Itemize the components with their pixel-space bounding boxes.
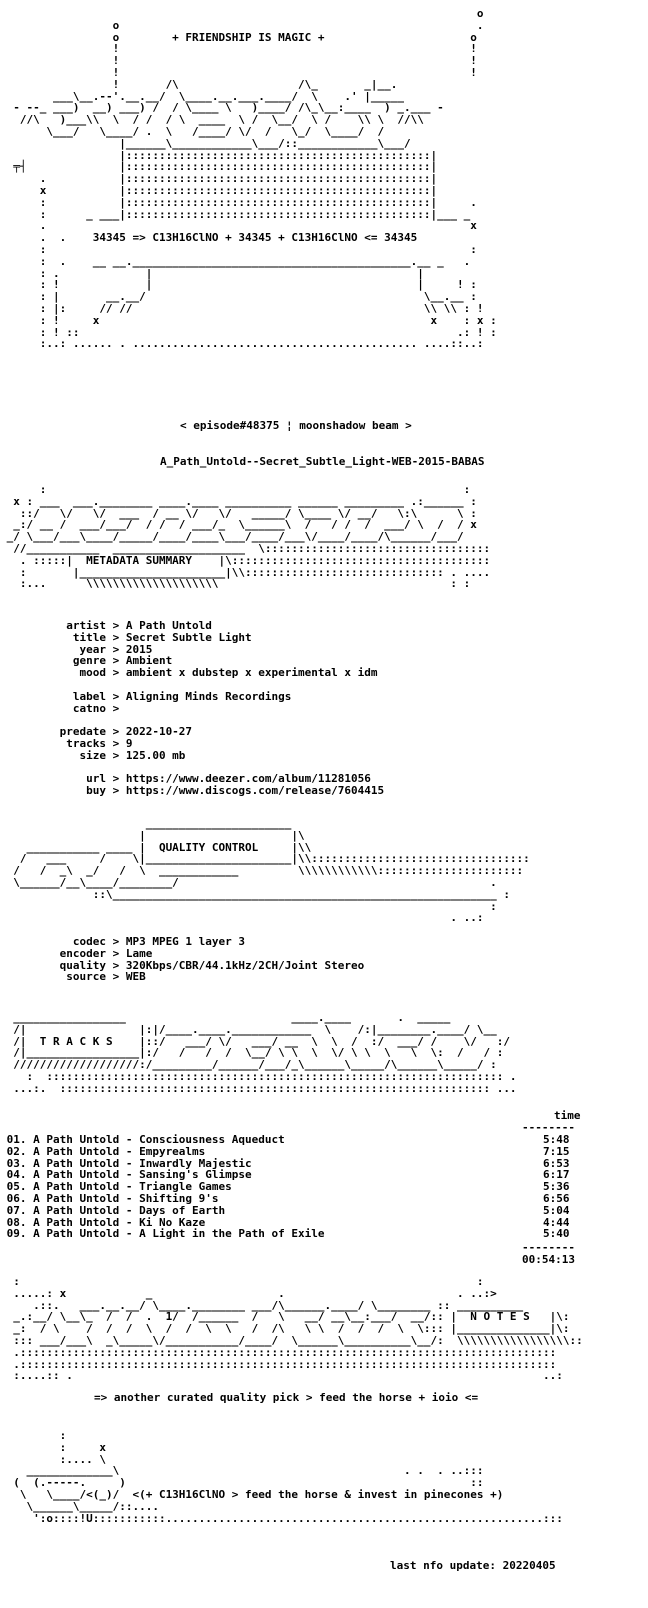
release-name: A_Path_Untold--Secret_Subtle_Light-WEB-2015-BABAS: [160, 455, 485, 468]
metadata-summary-banner: : : x : ___ ___.________ ____.____ __________ ______ _________ .:______ : ::/ \/ \/ ___ / __ \/ \/ _____/ \____ \/ __/ \:\ \ : _:/ __ / ___/___/ / / / ___/_ \______\ / / / / ___/ \ / / x _/ \___/___\____/_____/____/____\___/____/___\/____/____/\______/___/ //___________ ____________________ \:::::::::::::::::::::::::::::::::: . :::::| METADATA SUMMARY |\::::::::::::::::::::::::::::::::::::::: : |______________________|\\:::::::::::::::::::::::::::::: . .... :... \\\\\\\\\\\\\\\\\\\\ : :: [6, 483, 491, 591]
header-art: o o . o + FRIENDSHIP IS MAGIC + o ! ! ! ! ! ! ! /\ /\_ _|__. ___\__.--'.__.__/ \____.__.___.____/ \ .' |_____ - --_ ___) __) ___) / / \____ \ )____/ /\_\__:____ ) _.___ - //\ )___\\ \ / / / \ ____ \ / \__/ \ / \\ \ //\\ \___/ \____/ . \ /____/ \/ / \_/ \____/ / |______\____________\___/::____________\___/ |::::::::::::::::::::::::::::::::::::::::::::::| ╤┤ |::::::::::::::::::::::::::::::::::::::::::::::| . |::::::::::::::::::::::::::::::::::::::::::::::| x |::::::::::::::::::::::::::::::::::::::::::::::| : |::::::::::::::::::::::::::::::::::::::::::::::| . : _ ___|::::::::::::::::::::::::::::::::::::::::::::::|___ _ . x . . 34345 => C13H16ClNO + 34345 + C13H16ClNO <= 34345 : : : . __ __.__________________________________________.__ _ . : . | | : ! | | ! : : | __.__/ \__.__ : : |: // // \\ \\ : ! : ! x x : x : : ! :: .: ! : :..: ...... . ........................................... ....::..:: [13, 7, 497, 351]
tracks-banner: _________________ ____.____ . _____ /| |:|/____.____.____________ \ /:|________.____/ \__ /| T R A C K S |::/ ___/ \/ ___/ __ \ \ / :/ ___/ / \/ :/ /|_________________|:/ / / / \__/ \ \ \ \/ \ \ \ \ \: / / : ///////////////////:/_________/______/___/_\______\_____/\______\_____/ : : ::::::::::::::::::::::::::::::::::::::::::::::::::::::::::::::::::::: . ...:. ::::::::::::::::::::::::::::::::::::::::::::::::::::::::::::::::: ...: [13, 1011, 517, 1095]
notes-banner: : : .....: x _ . . ..:> .::. ___.__.__/ \____.________ ___/\______.____/ \________ :: __________ _.:__/ \__\_ / / . 1/ /______ / \ __/ __\__:___/ __/:: | N O T E S |\: _: / \ / / / \ / / \ \ / /\ \ \ / / / \ \::: |______________|\: ::: ___/___\ _\_____\/___________/____/ \______\__________\__/: \\\\\\\\\\\\\\\\\:: .::::::::::::::::::::::::::::::::::::::::::::::::::::::::::::::::::::::::::::::::: .::::::::::::::::::::::::::::::::::::::::::::::::::::::::::::::::::::::::::::::::: :....:: . ..:: [13, 1275, 583, 1383]
track-list: 01. A Path Untold - Consciousness Aqueduct 5:48 02. A Path Untold - Empyrealms 7:15 03. A Path Untold - Inwardly Majestic 6:53 04. A Path Untold - Sansing's Glimpse 6:17 05. A Path Untold - Triangle Games 5:36 06. A Path Untold - Shifting 9's 6:56 07. A Path Untold - Days of Earth 5:04 08. A Path Untold - Ki No Kaze 4:44 09. A Path Untold - A Light in the Path of Exile 5:40: [6, 1133, 570, 1241]
tracks-total-time: 00:54:13: [522, 1253, 575, 1266]
quality-control-banner: ______________________ | |\ ___________ ____ | QUALITY CONTROL |\\ / ___ / \|______________________|\\::::::::::::::::::::::::::::::::: / / _\ _/ / \ ____________ \\\\\\\\\\\\:::::::::::::::::::::: \______/__\____/________/ . ::\__________________________________________________________ : : . ..:: [13, 817, 530, 925]
quality-block: codec > MP3 MPEG 1 layer 3 encoder > Lame quality > 320Kbps/CBR/44.1kHz/2CH/Joint Stereo source > WEB: [59, 935, 365, 984]
footer-art: : : x :.... \ _____________\ . . . ..::: ( (.-----. ) :: \ \____/<(_)/ <(+ C13H16ClNO > feed the horse & invest in pinecones +) \______\_____/::.... ':o::::!U:::::::::::.........................................................:::: [13, 1429, 563, 1525]
tracks-time-header: time: [554, 1109, 581, 1122]
notes-text: => another curated quality pick > feed the horse + ioio <=: [94, 1391, 479, 1404]
metadata-block: artist > A Path Untold title > Secret Subtle Light year > 2015 genre > Ambient mood > ambient x dubstep x experimental x idm label > Aligning Minds Recordings catno > predate > 2022-10-27 tracks > 9 size > 125.00 mb url > https://www.deezer.com/album/11281056 buy > https://www.discogs.com/release/7604415: [59, 619, 385, 798]
tracks-rule: --------: [522, 1121, 575, 1134]
episode-caption: < episode#48375 ¦ moonshadow beam >: [180, 419, 412, 432]
last-update: last nfo update: 20220405: [390, 1559, 556, 1572]
tracks-rule-bottom: --------: [522, 1241, 575, 1254]
